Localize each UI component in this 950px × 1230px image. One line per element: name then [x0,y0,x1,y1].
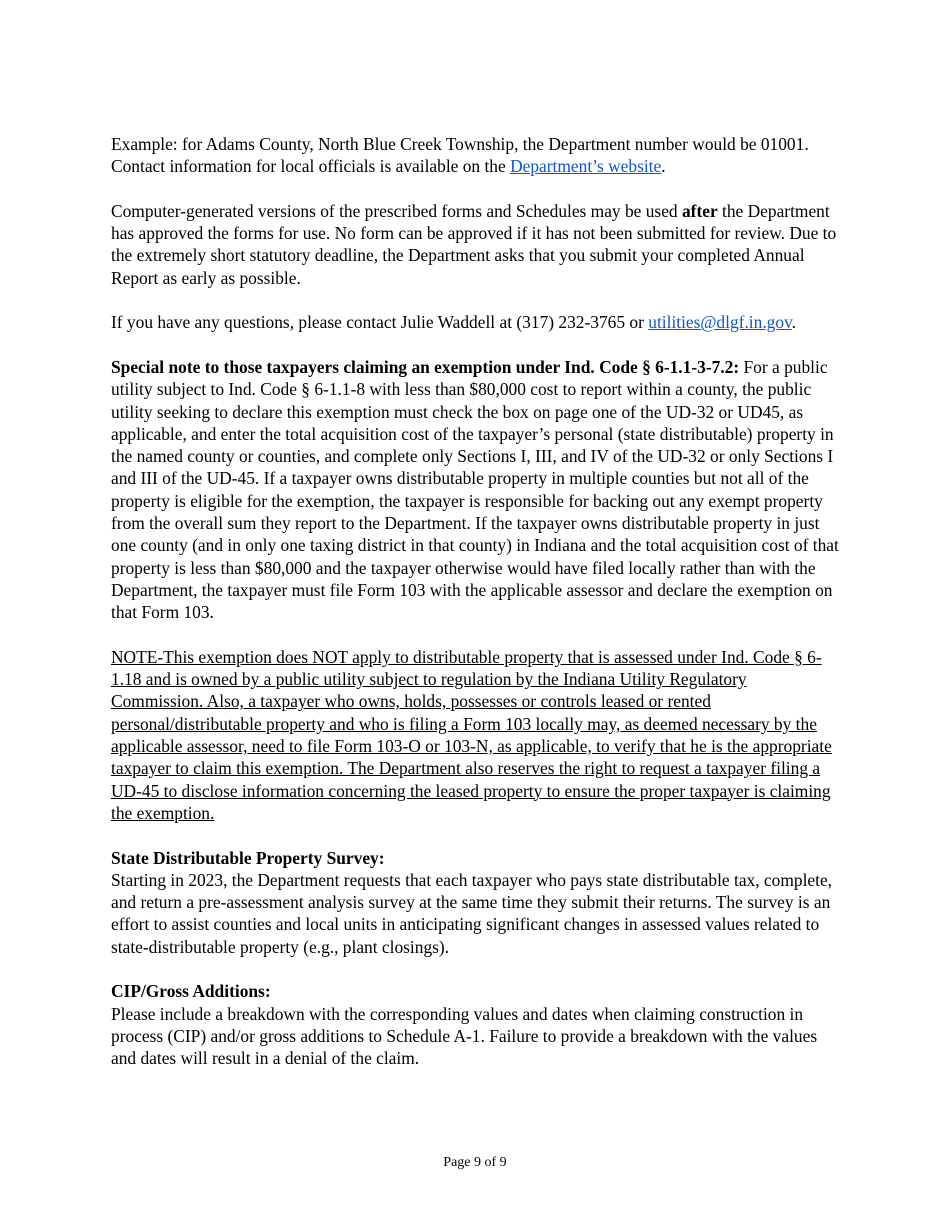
document-page [111,133,841,1092]
computer-forms-bold-word: after [681,200,718,221]
department-website-link[interactable]: Department’s website [510,156,662,177]
survey-paragraph [111,847,841,958]
utilities-email-link[interactable]: utilities@dlgf.in.gov [648,312,792,333]
questions-text-end: . [791,312,796,333]
page-number-footer: Page 9 of 9 [443,1155,507,1170]
special-note-paragraph [111,356,841,624]
survey-body: Starting in 2023, the Department requests that each taxpayer who pays state distributable tax, complete, and return a pre-assessment analysis survey at the same time they submit their returns. The survey is an effort to assist counties and local units in anticipating significant changes in assessed values related to state-distributable property (e.g., plant closings). [111,869,833,957]
special-note-heading: Special note to those taxpayers claiming an exemption under Ind. Code § 6-1.1-3-7.2: [111,356,740,377]
computer-forms-text-end: the Department has approved the forms for use. No form can be approved if it has not been submitted for review. Due to the extremely short statutory deadline, the Department asks that you submit your completed Annual Report as early as possible. [111,200,837,288]
example-text: Example: for Adams County, North Blue Creek Township, the Department number would be 01001. Contact information for local officials is available on the [111,134,809,177]
cip-heading: CIP/Gross Additions: [111,981,271,1002]
cip-paragraph [111,980,841,1069]
exemption-note-paragraph: NOTE-This exemption does NOT apply to distributable property that is assessed under Ind. Code § 6-1.18 and is owned by a public utility subject to regulation by the Indiana Utility Regulatory Commission. Also, a taxpayer who owns, holds, possesses or controls leased or rented personal/distributable property and who is filing a Form 103 locally may, as deemed necessary by the applicable assessor, need to file Form 103-O or 103-N, as applicable, to verify that he is the appropriate taxpayer to claim this exemption. The Department also reserves the right to request a taxpayer filing a UD-45 to disclose information concerning the leased property to ensure the proper taxpayer is claiming the exemption. [111,646,832,823]
questions-text: If you have any questions, please contact Julie Waddell at (317) 232-3765 or [111,312,649,333]
survey-heading: State Distributable Property Survey: [111,847,385,868]
questions-paragraph [111,311,841,333]
computer-forms-text: Computer-generated versions of the prescribed forms and Schedules may be used [111,200,682,221]
special-note-body: For a public utility subject to Ind. Code § 6-1.1-8 with less than $80,000 cost to report within a county, the public utility seeking to declare this exemption must check the box on page one of the UD-32 or UD45, as applicable, and enter the total acquisition cost of the taxpayer’s personal (state distributable) property in the named county or counties, and complete only Sections I, III, and IV of the UD-32 or only Sections I and III of the UD-45. If a taxpayer owns distributable property in multiple counties but not all of the property is eligible for the exemption, the taxpayer is responsible for backing out any exempt property from the overall sum they report to the Department. If the taxpayer owns distributable property in just one county (and in only one taxing district in that county) in Indiana and the total acquisition cost of that property is less than $80,000 and the taxpayer otherwise would have filed locally rather than with the Department, the taxpayer must file Form 103 with the applicable assessor and declare the exemption on that Form 103. [111,356,839,623]
computer-forms-paragraph [111,200,841,289]
example-text-end: . [661,156,666,177]
example-paragraph [111,133,841,178]
cip-body: Please include a breakdown with the corresponding values and dates when claiming construction in process (CIP) and/or gross additions to Schedule A-1. Failure to provide a breakdown with the values and dates will result in a denial of the claim. [111,1003,818,1069]
